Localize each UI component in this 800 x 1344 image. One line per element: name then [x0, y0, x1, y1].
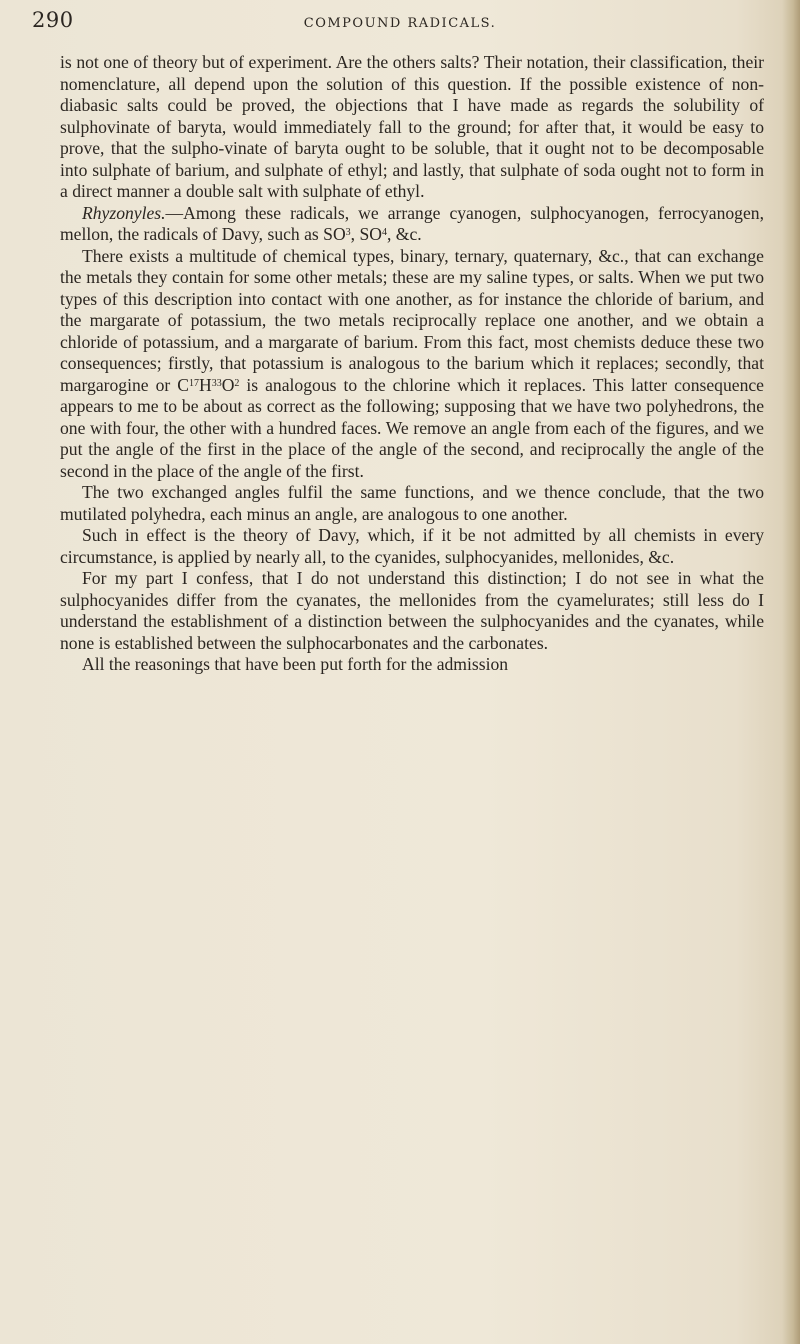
text-run: , &c.	[386, 224, 422, 244]
text-run: All the reasonings that have been put forth for the admission	[82, 654, 509, 674]
section-heading: Rhyzonyles.	[82, 202, 166, 223]
text-run: O	[221, 374, 235, 395]
paragraph	[60, 568, 764, 654]
text-run: is analogous to the chlorine which it replaces. This latter consequence appears to me to be about as correct as the following; supposing that we have two polyhedrons, the one with four, the other with a hundred faces. We remove an angle from each of the figures, and we put the angle of the first in the place of the angle of the second, and reciprocally the angle of the second in the place of the angle of the first.	[60, 374, 764, 481]
text-run: is not one of theory but of experiment. Are the others salts? Their notation, their classification, their nomenclature, all depend upon the solution of this question. If the possible existence of non-diabasic salts could be proved, the objections that I have made as regards the solubility of sulphovinate of baryta, would immediately fall to the ground; for after that, it would be easy to prove, that the sulpho-vinate of baryta ought to be soluble, that it ought not to be decomposable into sulphate of barium, and sulphate of ethyl; and lastly, that sulphate of soda ought not to form in a direct manner a double salt with sulphate of ethyl.	[60, 52, 764, 201]
text-run: H	[198, 374, 212, 395]
paragraph	[60, 246, 764, 483]
text-run: , SO	[350, 224, 382, 244]
superscript: 4	[381, 227, 387, 238]
superscript: 3	[345, 227, 351, 238]
page-edge-shadow	[782, 0, 800, 1344]
body-text	[60, 52, 764, 676]
paragraph	[60, 52, 764, 203]
page-number: 290	[32, 8, 74, 32]
paragraph	[60, 203, 764, 246]
text-run: The two exchanged angles fulfil the same functions, and we thence conclude, that the two mutilated polyhedra, each minus an angle, are analogous to one another.	[60, 482, 764, 524]
paragraph	[60, 654, 764, 676]
paragraph	[60, 525, 764, 568]
text-run: For my part I confess, that I do not understand this distinction; I do not see in what the sulphocyanides differ from the cyanates, the mellonides from the cyamelurates; still less do I understand the establishment of a distinction between the sulphocyanides and the cyanates, while none is established between the sulphocarbonates and the carbonates.	[60, 568, 764, 653]
superscript: 33	[211, 377, 222, 389]
paragraph	[60, 482, 764, 525]
text-run: —Among these radicals, we arrange cyanogen, sulphocyanogen, ferrocyanogen, mellon, the radicals of Davy, such as SO	[60, 202, 764, 244]
running-title: COMPOUND RADICALS.	[303, 16, 497, 31]
text-run: Such in effect is the theory of Davy, which, if it be not admitted by all chemists in every circumstance, is applied by nearly all, to the cyanides, sulphocyanides, mellonides, &c.	[60, 525, 764, 567]
superscript: 17	[188, 377, 199, 389]
superscript: 2	[234, 377, 240, 389]
text-run: There exists a multitude of chemical types, binary, ternary, quaternary, &c., that can exchange the metals they contain for some other metals; these are my saline types, or salts. When we put two types of this description into contact with one another, as for instance the chloride of barium, and the margarate of potassium, the two metals reciprocally replace one another, and we obtain a chloride of potassium, and a margarate of barium. From this fact, most chemists deduce these two consequences; firstly, that potassium is analogous to the barium which it replaces; secondly, that margarogine or C	[60, 245, 764, 395]
